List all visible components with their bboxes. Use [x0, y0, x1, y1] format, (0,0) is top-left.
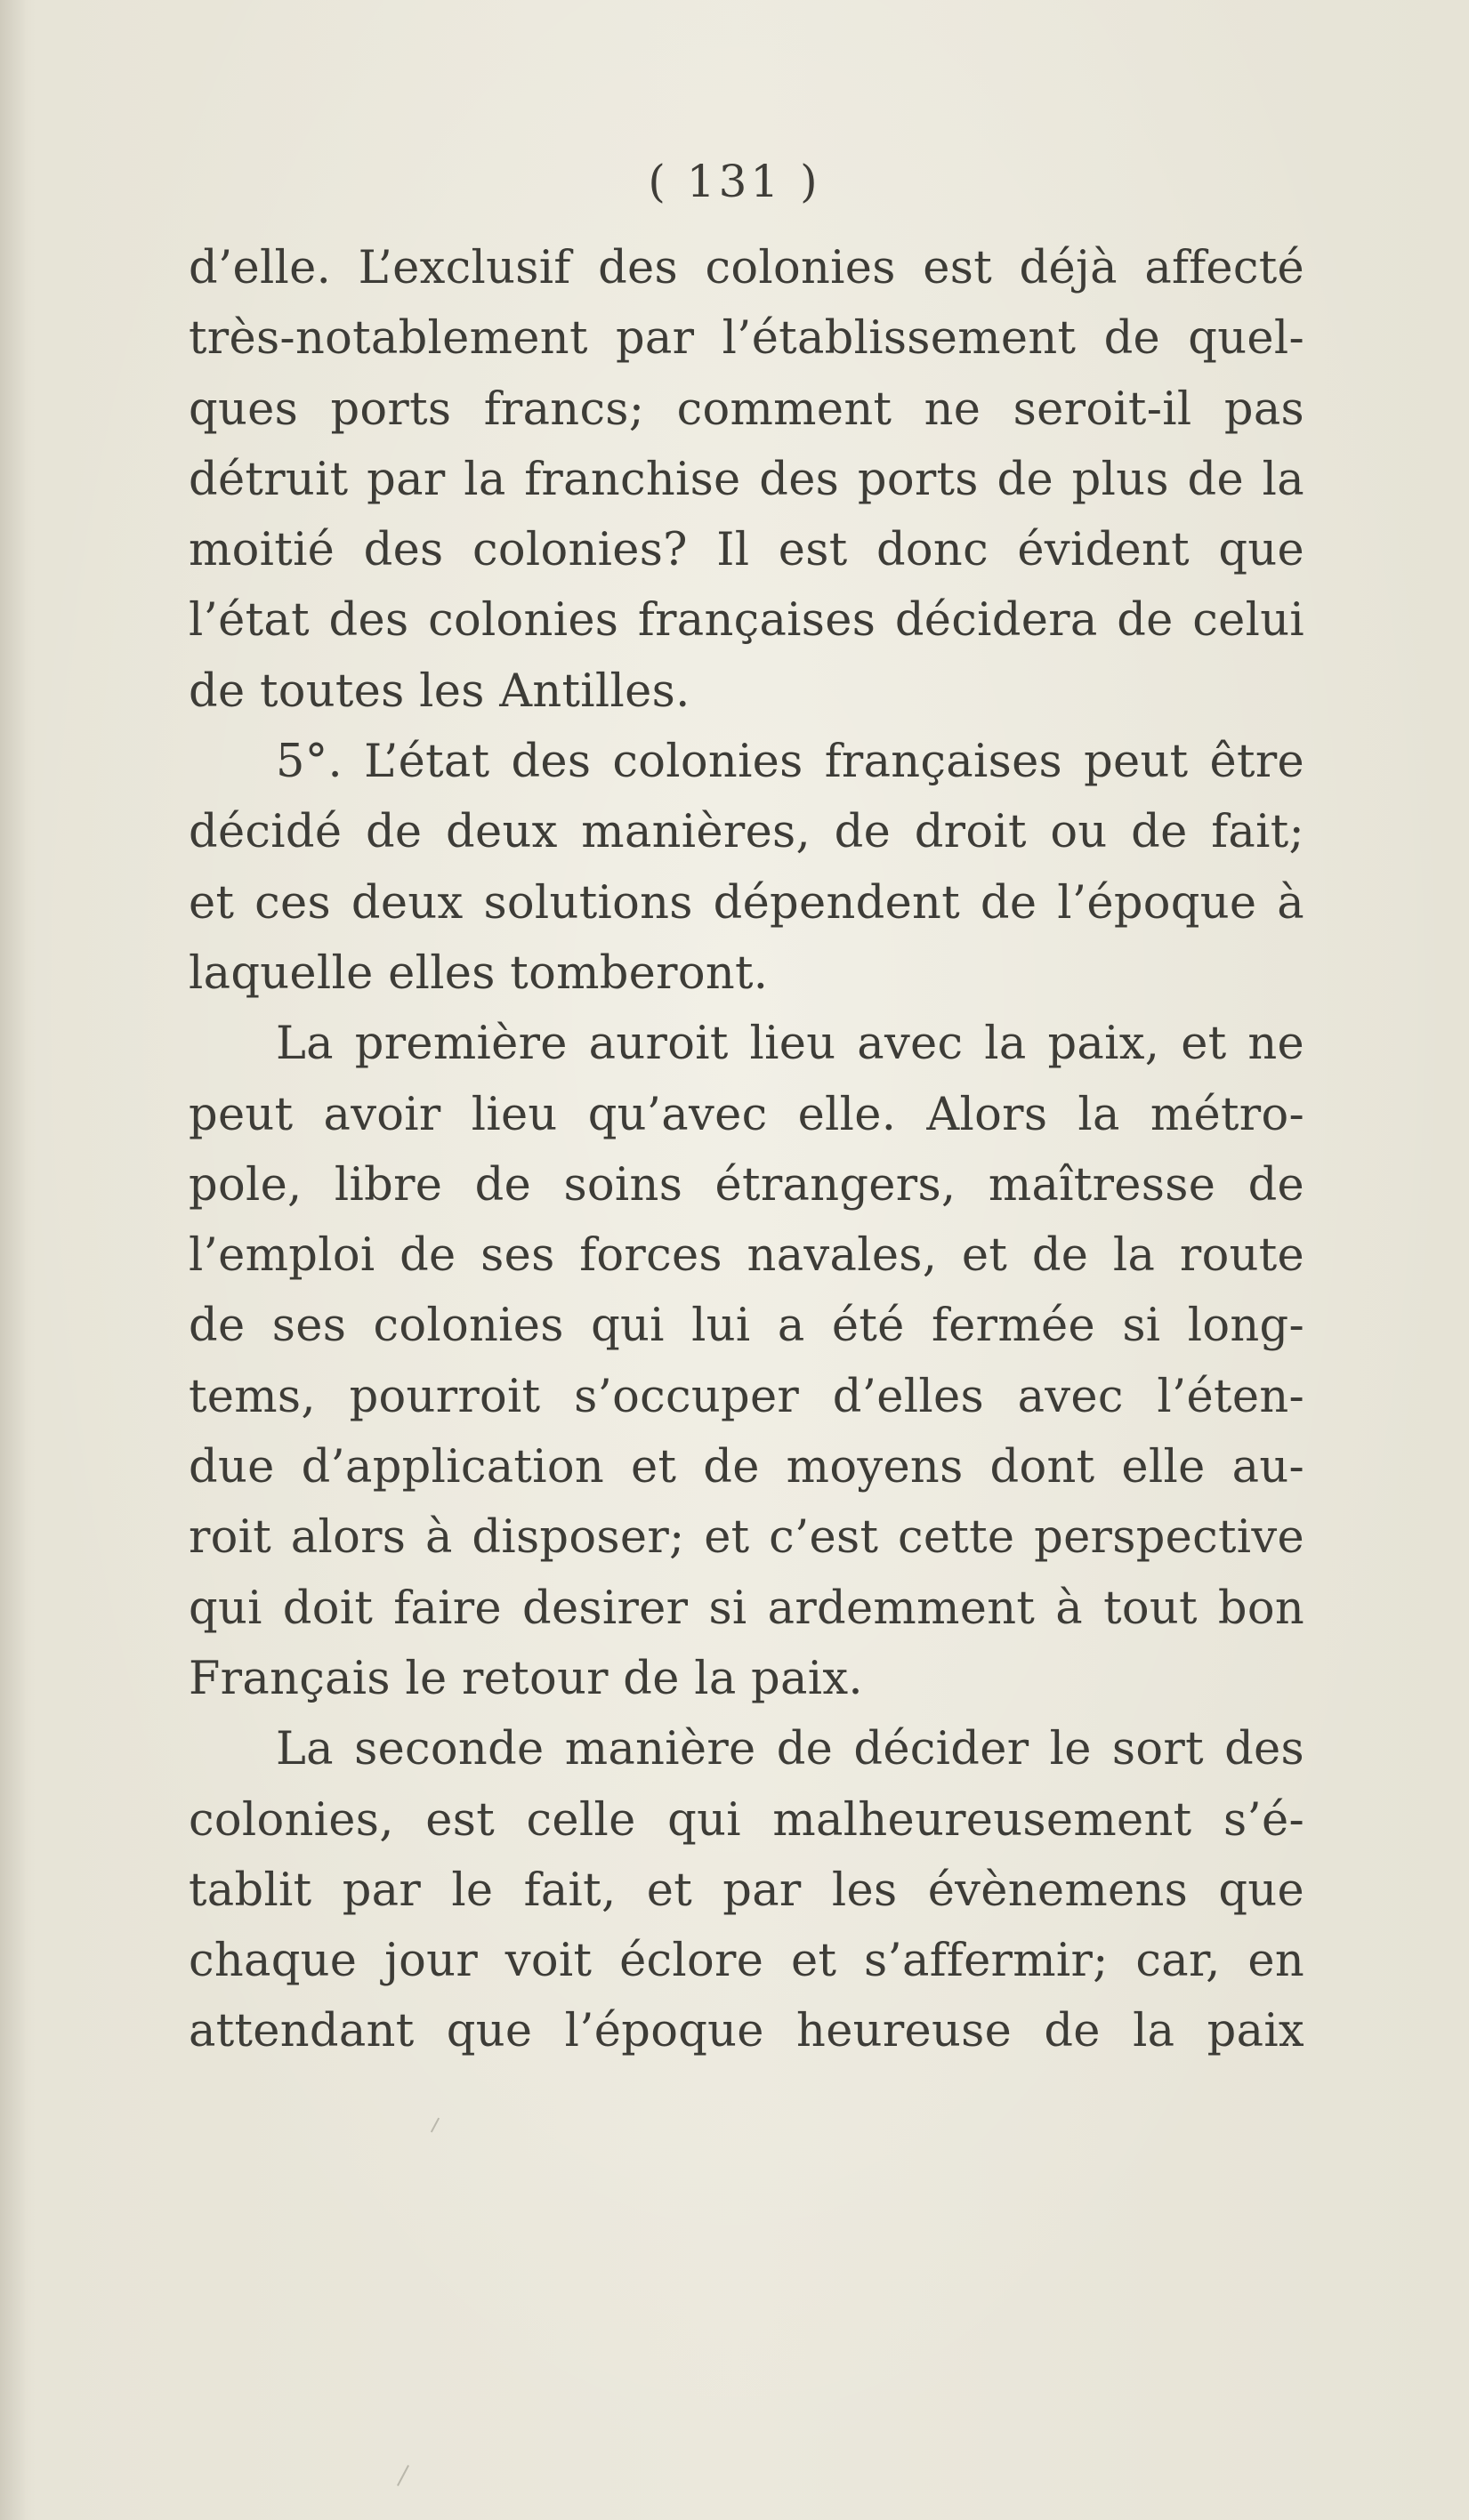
page-number: ( 131 )	[648, 156, 821, 207]
text-line: moitié des colonies? Il est donc évident que	[189, 524, 1304, 577]
text-line: et ces deux solutions dépendent de l’époque à	[189, 876, 1304, 930]
text-line: ques ports francs; comment ne seroit-il pas	[189, 382, 1304, 436]
text-line: due d’application et de moyens dont elle au-	[189, 1441, 1304, 1494]
text-line: détruit par la franchise des ports de plus de la	[189, 453, 1304, 506]
text-line: tems, pourroit s’occuper d’elles avec l’éten-	[189, 1370, 1304, 1423]
text-line: tablit par le fait, et par les évènemens que	[189, 1864, 1304, 1917]
text-line: 5°. L’état des colonies françaises peut être	[276, 736, 1304, 789]
text-line: qui doit faire desirer si ardemment à tout bon	[189, 1582, 1304, 1635]
text-line: La seconde manière de décider le sort des	[276, 1723, 1304, 1776]
text-line: d’elle. L’exclusif des colonies est déjà affecté	[189, 242, 1304, 294]
text-line: décidé de deux manières, de droit ou de fait;	[189, 806, 1304, 859]
text-line: roit alors à disposer; et c’est cette perspective	[189, 1511, 1304, 1565]
text-line: chaque jour voit éclore et s’affermir; car, en	[189, 1935, 1304, 1988]
text-line: Français le retour de la paix.	[189, 1652, 863, 1705]
body-text	[189, 233, 1304, 2067]
text-line: colonies, est celle qui malheureusement s’é-	[189, 1793, 1304, 1847]
paper-speck	[431, 2118, 440, 2133]
text-line: peut avoir lieu qu’avec elle. Alors la métro-	[189, 1088, 1304, 1141]
text-line: pole, libre de soins étrangers, maîtresse de	[189, 1158, 1304, 1212]
text-line: laquelle elles tomberont.	[189, 946, 769, 1000]
text-line: de toutes les Antilles.	[189, 664, 690, 718]
text-line: attendant que l’époque heureuse de la paix	[189, 2005, 1304, 2058]
text-line: l’état des colonies françaises décidera de celui	[189, 594, 1304, 648]
page-edge-shadow	[0, 0, 25, 2520]
text-line: l’emploi de ses forces navales, et de la route	[189, 1229, 1304, 1283]
text-line: très-notablement par l’établissement de quel-	[189, 312, 1304, 366]
text-line: La première auroit lieu avec la paix, et ne	[276, 1018, 1304, 1071]
paper-speck	[397, 2465, 409, 2486]
text-line: de ses colonies qui lui a été fermée si long-	[189, 1300, 1304, 1353]
